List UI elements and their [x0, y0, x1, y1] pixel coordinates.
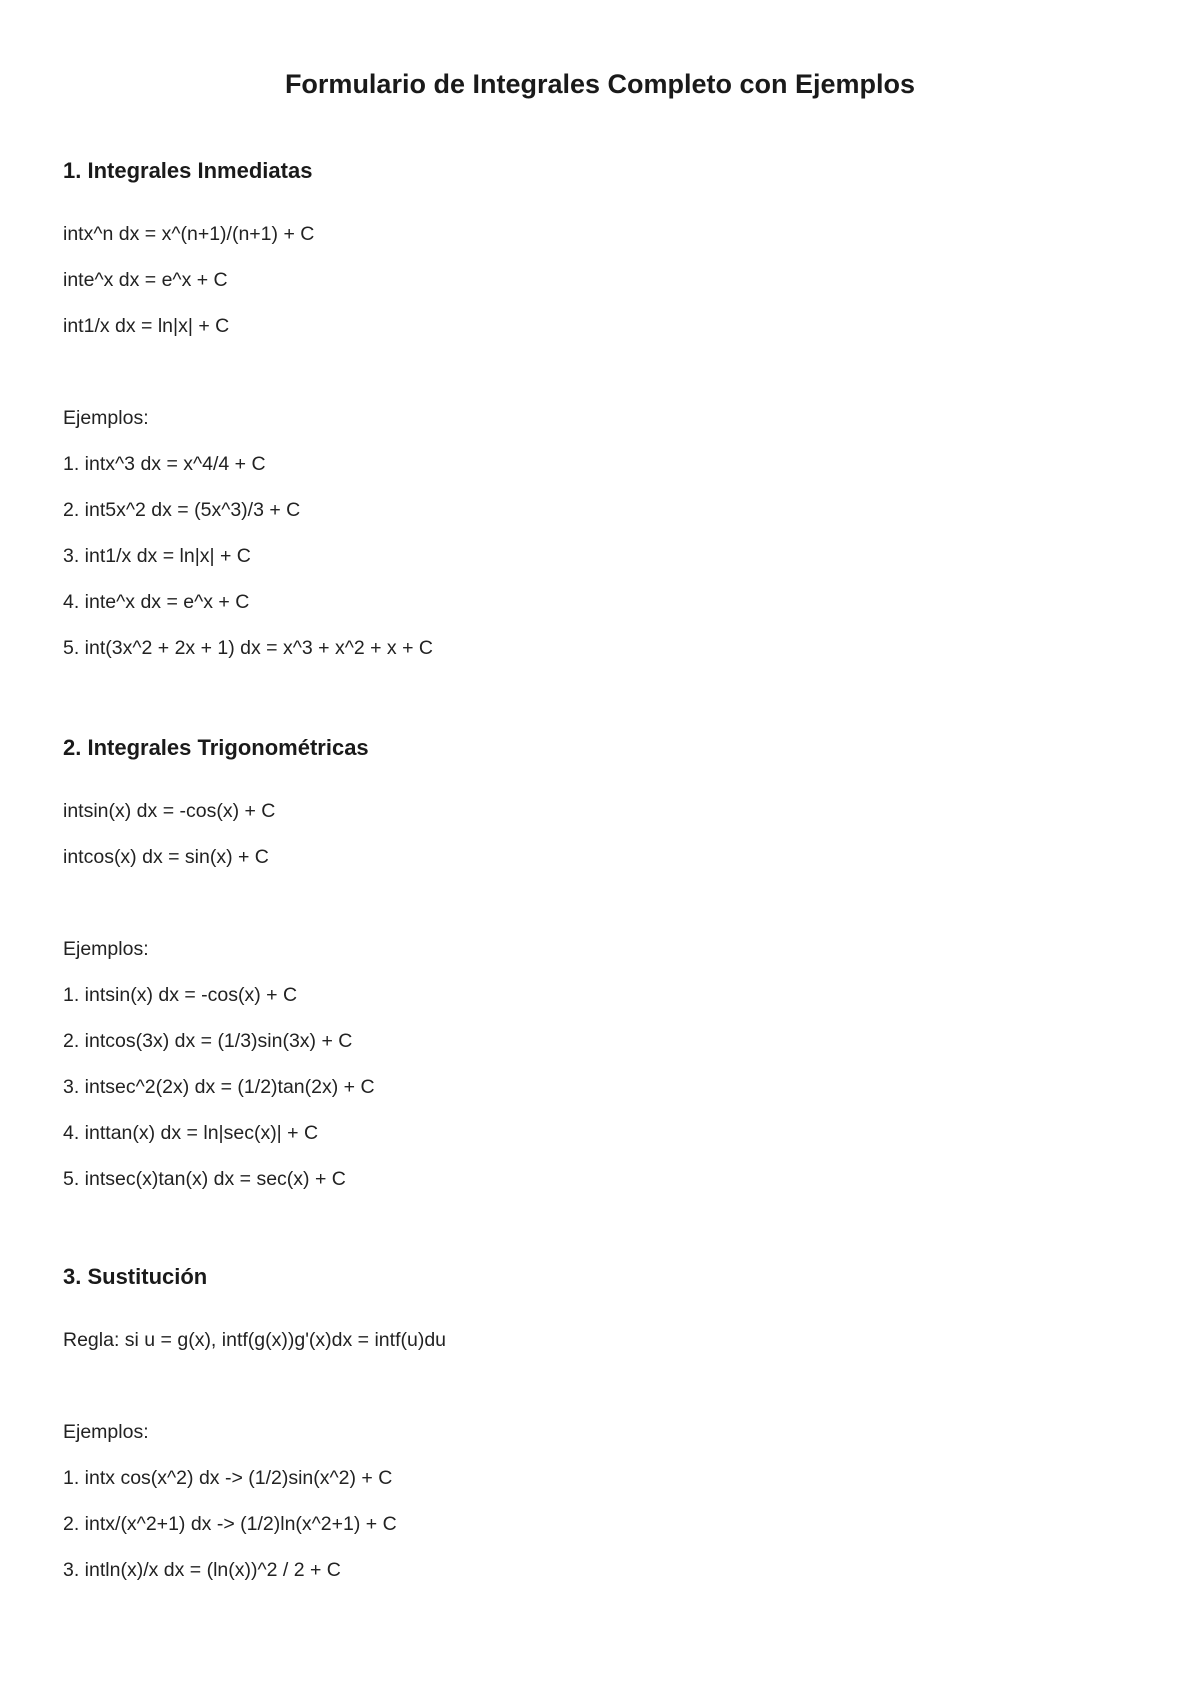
rule-line: Regla: si u = g(x), intf(g(x))g'(x)dx = intf(u)du [63, 1329, 447, 1351]
example-line: 2. int5x^2 dx = (5x^3)/3 + C [63, 499, 301, 521]
section-heading: 1. Integrales Inmediatas [63, 158, 313, 183]
example-line: 1. intx^3 dx = x^4/4 + C [63, 453, 266, 475]
example-line: 1. intx cos(x^2) dx -> (1/2)sin(x^2) + C [63, 1467, 393, 1489]
formula-line: intsin(x) dx = -cos(x) + C [63, 800, 276, 822]
example-line: 1. intsin(x) dx = -cos(x) + C [63, 984, 298, 1006]
example-line: 4. inte^x dx = e^x + C [63, 591, 250, 613]
document-title: Formulario de Integrales Completo con Ejemplos [284, 69, 916, 99]
examples-label: Ejemplos: [63, 407, 149, 429]
examples-label: Ejemplos: [63, 1421, 149, 1443]
example-line: 5. int(3x^2 + 2x + 1) dx = x^3 + x^2 + x + C [63, 637, 433, 659]
formula-line: intcos(x) dx = sin(x) + C [63, 846, 269, 868]
example-line: 2. intcos(3x) dx = (1/3)sin(3x) + C [63, 1030, 353, 1052]
section-heading: 2. Integrales Trigonométricas [63, 735, 369, 760]
example-line: 4. inttan(x) dx = ln|sec(x)| + C [63, 1122, 319, 1144]
example-line: 3. intsec^2(2x) dx = (1/2)tan(2x) + C [63, 1076, 375, 1098]
formula-line: intx^n dx = x^(n+1)/(n+1) + C [63, 223, 315, 245]
example-line: 2. intx/(x^2+1) dx -> (1/2)ln(x^2+1) + C [63, 1513, 397, 1535]
section-heading: 3. Sustitución [63, 1264, 208, 1289]
examples-label: Ejemplos: [63, 938, 149, 960]
example-line: 3. int1/x dx = ln|x| + C [63, 545, 251, 567]
example-line: 5. intsec(x)tan(x) dx = sec(x) + C [63, 1168, 346, 1190]
example-line: 3. intln(x)/x dx = (ln(x))^2 / 2 + C [63, 1559, 341, 1581]
formula-line: int1/x dx = ln|x| + C [63, 315, 230, 337]
formula-line: inte^x dx = e^x + C [63, 269, 228, 291]
